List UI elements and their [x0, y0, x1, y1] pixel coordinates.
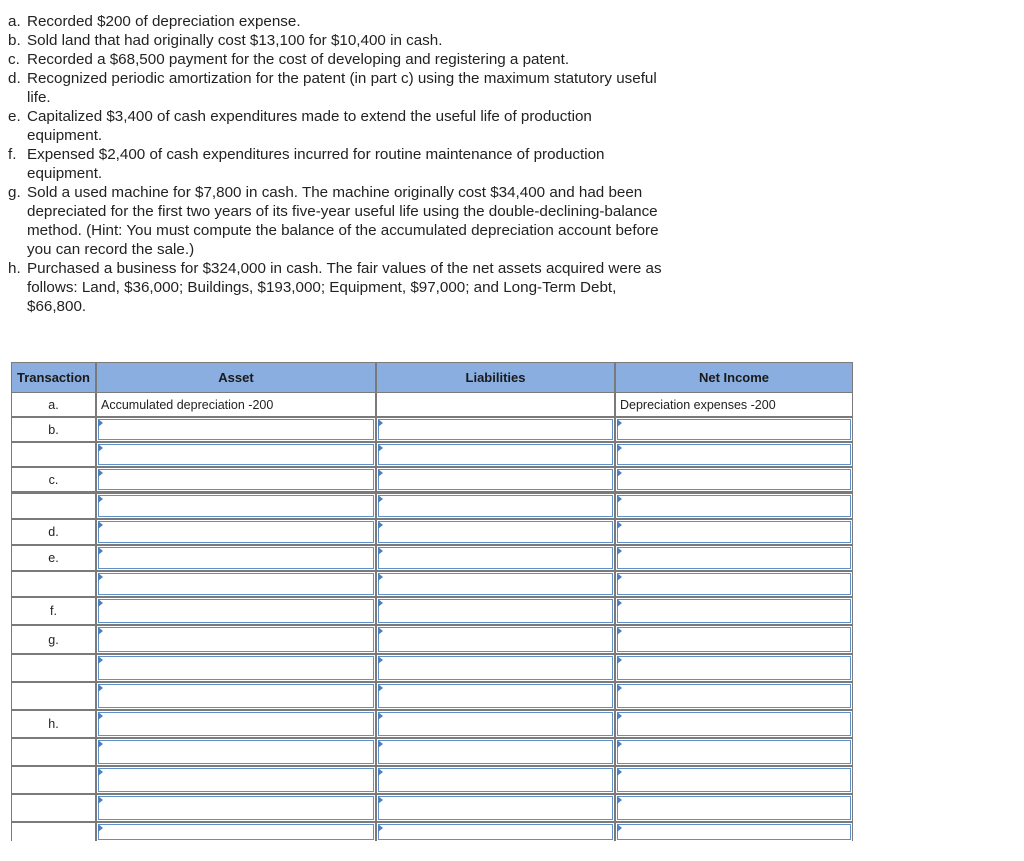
problem-item-text: Recorded $200 of depreciation expense.: [27, 13, 301, 30]
liabilities-cell[interactable]: [377, 767, 614, 793]
problem-item-label: g.: [8, 184, 21, 201]
problem-item-label: a.: [8, 13, 21, 30]
problem-item-text: Sold a used machine for $7,800 in cash. The machine originally cost $34,400 and had been depreciated for the first two years of its five-year useful life using the double-declining-balance method. (Hint: You must compute the balance of the accumulated depreciation account before you can record the sale.): [27, 184, 659, 258]
net-income-input[interactable]: [617, 768, 851, 792]
liabilities-input[interactable]: [378, 768, 613, 792]
transaction-label: d.: [12, 520, 95, 544]
asset-input[interactable]: [98, 684, 374, 708]
table-row: [11, 571, 853, 597]
problem-item-text: Capitalized $3,400 of cash expenditures made to extend the useful life of production equipment.: [27, 108, 592, 144]
asset-cell[interactable]: [97, 418, 375, 441]
liabilities-cell[interactable]: [377, 711, 614, 737]
dropdown-marker-icon: [98, 521, 103, 529]
liabilities-value: [378, 394, 613, 415]
liabilities-cell: [377, 393, 614, 416]
asset-input[interactable]: [98, 712, 374, 736]
problem-item: [8, 69, 668, 107]
dropdown-marker-icon: [98, 495, 103, 503]
problem-item: [8, 183, 668, 259]
asset-cell[interactable]: [97, 468, 375, 491]
header-transaction: Transaction: [12, 363, 95, 392]
asset-cell[interactable]: [97, 598, 375, 624]
asset-input[interactable]: [98, 768, 374, 792]
table-row: [11, 654, 853, 682]
net-income-input[interactable]: [617, 599, 851, 623]
net-income-cell[interactable]: [616, 739, 852, 765]
dropdown-marker-icon: [98, 740, 103, 748]
liabilities-input[interactable]: [378, 495, 613, 517]
problem-item-label: d.: [8, 70, 21, 87]
liabilities-input[interactable]: [378, 469, 613, 490]
dropdown-marker-icon: [378, 712, 383, 720]
table-row: [11, 738, 853, 766]
asset-input[interactable]: [98, 599, 374, 623]
liabilities-input[interactable]: [378, 419, 613, 440]
net-income-cell[interactable]: [616, 598, 852, 624]
liabilities-cell[interactable]: [377, 683, 614, 709]
net-income-input[interactable]: [617, 656, 851, 680]
problem-item-label: h.: [8, 260, 21, 277]
net-income-input[interactable]: [617, 684, 851, 708]
liabilities-cell[interactable]: [377, 572, 614, 596]
problem-item-label: b.: [8, 32, 21, 49]
dropdown-marker-icon: [617, 599, 622, 607]
dropdown-marker-icon: [617, 547, 622, 555]
table-row: [11, 597, 853, 625]
transaction-label: [12, 767, 95, 793]
transaction-label: [12, 572, 95, 596]
net-income-cell[interactable]: [616, 572, 852, 596]
dropdown-marker-icon: [617, 495, 622, 503]
asset-cell[interactable]: [97, 626, 375, 653]
transaction-label: f.: [12, 598, 95, 624]
asset-input[interactable]: [98, 573, 374, 595]
asset-cell[interactable]: [97, 711, 375, 737]
liabilities-cell[interactable]: [377, 739, 614, 765]
problem-item: [8, 31, 668, 50]
dropdown-marker-icon: [98, 599, 103, 607]
dropdown-marker-icon: [617, 712, 622, 720]
liabilities-input[interactable]: [378, 712, 613, 736]
liabilities-cell[interactable]: [377, 443, 614, 466]
asset-input[interactable]: [98, 796, 374, 820]
dropdown-marker-icon: [617, 740, 622, 748]
asset-cell[interactable]: [97, 443, 375, 466]
net-income-cell[interactable]: [616, 767, 852, 793]
transaction-label: a.: [12, 393, 95, 416]
net-income-cell[interactable]: [616, 468, 852, 491]
asset-cell[interactable]: [97, 683, 375, 709]
asset-cell[interactable]: [97, 572, 375, 596]
problem-item: [8, 259, 668, 316]
liabilities-input[interactable]: [378, 573, 613, 595]
net-income-input[interactable]: [617, 547, 851, 569]
dropdown-marker-icon: [378, 824, 383, 832]
liabilities-cell[interactable]: [377, 626, 614, 653]
asset-cell[interactable]: [97, 546, 375, 570]
problem-item-text: Sold land that had originally cost $13,100 for $10,400 in cash.: [27, 32, 443, 49]
dropdown-marker-icon: [378, 768, 383, 776]
dropdown-marker-icon: [98, 547, 103, 555]
net-income-input[interactable]: [617, 444, 851, 465]
dropdown-marker-icon: [98, 627, 103, 635]
asset-input[interactable]: [98, 444, 374, 465]
table-row: [11, 794, 853, 822]
dropdown-marker-icon: [98, 712, 103, 720]
dropdown-marker-icon: [98, 573, 103, 581]
net-income-input[interactable]: [617, 712, 851, 736]
dropdown-marker-icon: [378, 573, 383, 581]
asset-cell[interactable]: [97, 795, 375, 821]
net-income-cell[interactable]: [616, 711, 852, 737]
dropdown-marker-icon: [378, 656, 383, 664]
asset-input[interactable]: [98, 656, 374, 680]
liabilities-cell[interactable]: [377, 823, 614, 841]
net-income-cell: [616, 393, 852, 416]
asset-input[interactable]: [98, 547, 374, 569]
net-income-input[interactable]: [617, 495, 851, 517]
dropdown-marker-icon: [617, 444, 622, 452]
dropdown-marker-icon: [98, 656, 103, 664]
asset-input[interactable]: [98, 469, 374, 490]
problem-item-label: c.: [8, 51, 20, 68]
problem-item-label: f.: [8, 146, 17, 163]
liabilities-cell[interactable]: [377, 655, 614, 681]
dropdown-marker-icon: [617, 469, 622, 477]
transaction-label: [12, 739, 95, 765]
table-row: [11, 545, 853, 571]
dropdown-marker-icon: [617, 684, 622, 692]
net-income-cell[interactable]: [616, 494, 852, 518]
net-income-cell[interactable]: [616, 546, 852, 570]
dropdown-marker-icon: [378, 547, 383, 555]
liabilities-input[interactable]: [378, 599, 613, 623]
table-row: [11, 467, 853, 492]
net-income-input[interactable]: [617, 740, 851, 764]
dropdown-marker-icon: [617, 768, 622, 776]
asset-input[interactable]: [98, 740, 374, 764]
dropdown-marker-icon: [98, 419, 103, 427]
problem-item-text: Purchased a business for $324,000 in cash. The fair values of the net assets acquired were as follows: Land, $36,000; Buildings, $193,000; Equipment, $97,000; and Long-Term Debt, $66,800.: [27, 260, 662, 315]
transaction-label: [12, 683, 95, 709]
liabilities-input[interactable]: [378, 684, 613, 708]
table-row: [11, 710, 853, 738]
net-income-cell[interactable]: [616, 795, 852, 821]
asset-input[interactable]: [98, 521, 374, 543]
liabilities-input[interactable]: [378, 521, 613, 543]
table-row: [11, 822, 853, 842]
asset-input[interactable]: [98, 824, 374, 840]
net-income-input[interactable]: [617, 521, 851, 543]
liabilities-input[interactable]: [378, 547, 613, 569]
liabilities-cell[interactable]: [377, 418, 614, 441]
dropdown-marker-icon: [617, 521, 622, 529]
net-income-cell[interactable]: [616, 823, 852, 841]
net-income-cell[interactable]: [616, 443, 852, 466]
table-row: [11, 519, 853, 545]
transaction-label: [12, 494, 95, 518]
dropdown-marker-icon: [378, 740, 383, 748]
transaction-label: h.: [12, 711, 95, 737]
transaction-label: [12, 823, 95, 841]
transaction-label: e.: [12, 546, 95, 570]
dropdown-marker-icon: [98, 469, 103, 477]
dropdown-marker-icon: [378, 796, 383, 804]
net-income-input[interactable]: [617, 573, 851, 595]
header-asset: Asset: [97, 363, 375, 392]
dropdown-marker-icon: [617, 824, 622, 832]
dropdown-marker-icon: [98, 684, 103, 692]
net-income-input[interactable]: [617, 796, 851, 820]
liabilities-cell[interactable]: [377, 546, 614, 570]
problem-item-text: Recognized periodic amortization for the patent (in part c) using the maximum statutory useful life.: [27, 70, 657, 106]
problem-item-text: Recorded a $68,500 payment for the cost of developing and registering a patent.: [27, 51, 570, 68]
net-income-input[interactable]: [617, 824, 851, 840]
asset-cell: [97, 393, 375, 416]
header-net-income: Net Income: [616, 363, 852, 392]
asset-input[interactable]: [98, 627, 374, 652]
transaction-label: g.: [12, 626, 95, 653]
asset-value: Accumulated depreciation -200: [98, 394, 374, 415]
dropdown-marker-icon: [378, 599, 383, 607]
table-row: [11, 493, 853, 519]
net-income-cell[interactable]: [616, 418, 852, 441]
net-income-cell[interactable]: [616, 520, 852, 544]
dropdown-marker-icon: [378, 419, 383, 427]
dropdown-marker-icon: [617, 627, 622, 635]
dropdown-marker-icon: [98, 796, 103, 804]
liabilities-input[interactable]: [378, 796, 613, 820]
transaction-label: [12, 795, 95, 821]
problem-item: [8, 107, 668, 145]
liabilities-cell[interactable]: [377, 795, 614, 821]
table-row: [11, 625, 853, 654]
asset-cell[interactable]: [97, 739, 375, 765]
dropdown-marker-icon: [378, 684, 383, 692]
asset-cell[interactable]: [97, 823, 375, 841]
table-row: [11, 766, 853, 794]
dropdown-marker-icon: [378, 627, 383, 635]
net-income-input[interactable]: [617, 469, 851, 490]
dropdown-marker-icon: [378, 495, 383, 503]
transaction-label: c.: [12, 468, 95, 491]
dropdown-marker-icon: [617, 796, 622, 804]
table-row: [11, 392, 853, 417]
dropdown-marker-icon: [378, 521, 383, 529]
problem-item: [8, 145, 668, 183]
dropdown-marker-icon: [378, 444, 383, 452]
problem-list: [8, 12, 668, 316]
problem-item: [8, 50, 668, 69]
liabilities-input[interactable]: [378, 740, 613, 764]
liabilities-input[interactable]: [378, 824, 613, 840]
asset-input[interactable]: [98, 419, 374, 440]
asset-cell[interactable]: [97, 655, 375, 681]
net-income-cell[interactable]: [616, 683, 852, 709]
net-income-value: Depreciation expenses -200: [617, 394, 851, 415]
problem-item: [8, 12, 668, 31]
problem-item-text: Expensed $2,400 of cash expenditures incurred for routine maintenance of production equipment.: [27, 146, 605, 182]
dropdown-marker-icon: [98, 768, 103, 776]
net-income-input[interactable]: [617, 419, 851, 440]
dropdown-marker-icon: [617, 419, 622, 427]
liabilities-cell[interactable]: [377, 468, 614, 491]
net-income-cell[interactable]: [616, 655, 852, 681]
net-income-input[interactable]: [617, 627, 851, 652]
dropdown-marker-icon: [617, 573, 622, 581]
transaction-label: [12, 655, 95, 681]
liabilities-input[interactable]: [378, 627, 613, 652]
dropdown-marker-icon: [378, 469, 383, 477]
problem-item-label: e.: [8, 108, 21, 125]
liabilities-cell[interactable]: [377, 494, 614, 518]
table-row: [11, 442, 853, 467]
liabilities-input[interactable]: [378, 656, 613, 680]
transaction-label: [12, 443, 95, 466]
dropdown-marker-icon: [98, 444, 103, 452]
asset-cell[interactable]: [97, 520, 375, 544]
header-liabilities: Liabilities: [377, 363, 614, 392]
table-row: [11, 417, 853, 442]
asset-cell[interactable]: [97, 494, 375, 518]
liabilities-input[interactable]: [378, 444, 613, 465]
asset-input[interactable]: [98, 495, 374, 517]
transaction-table: [11, 362, 853, 841]
transaction-label: b.: [12, 418, 95, 441]
table-row: [11, 682, 853, 710]
dropdown-marker-icon: [98, 824, 103, 832]
liabilities-cell[interactable]: [377, 520, 614, 544]
net-income-cell[interactable]: [616, 626, 852, 653]
liabilities-cell[interactable]: [377, 598, 614, 624]
dropdown-marker-icon: [617, 656, 622, 664]
asset-cell[interactable]: [97, 767, 375, 793]
